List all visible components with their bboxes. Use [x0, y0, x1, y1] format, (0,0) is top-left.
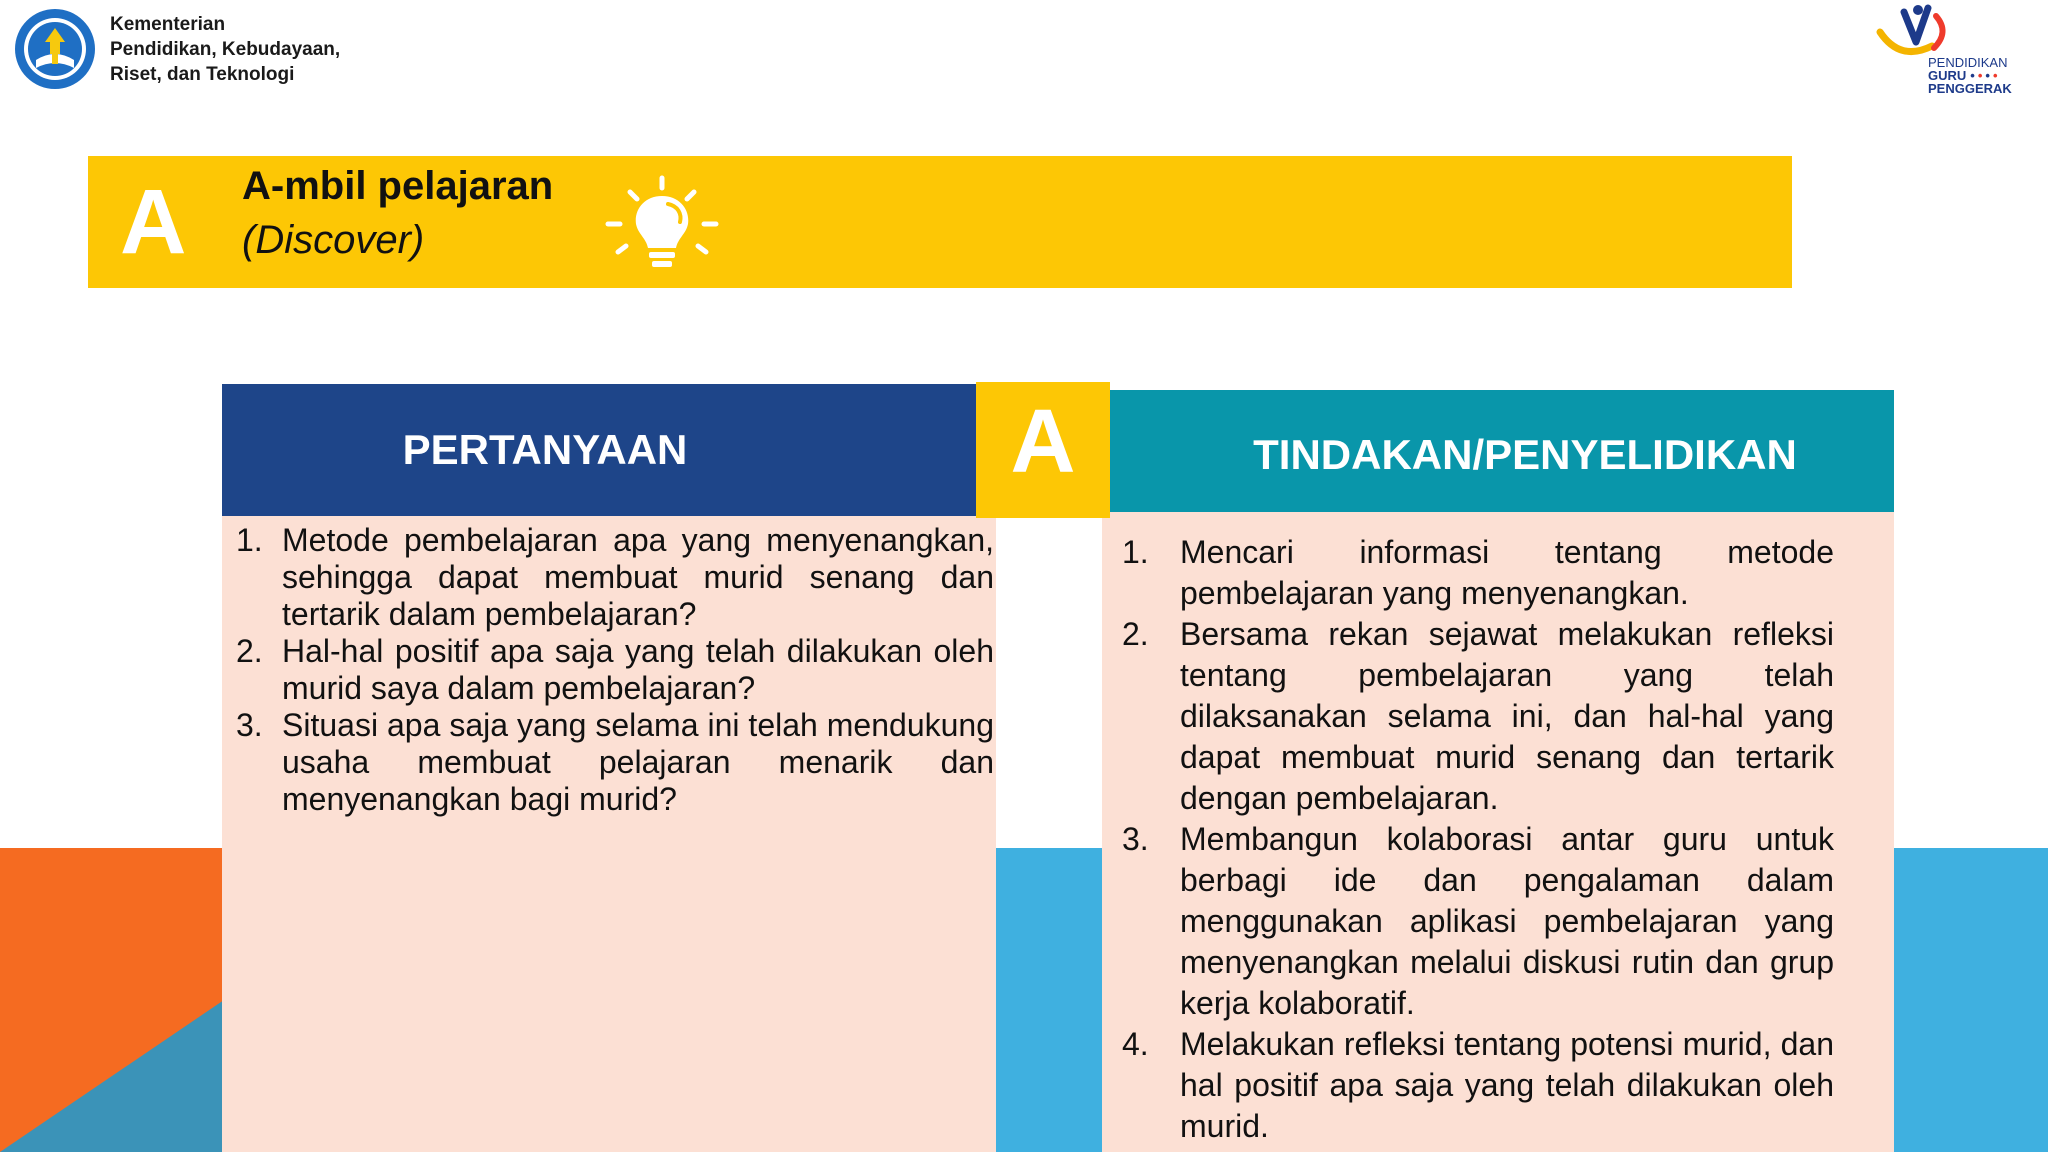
pgp-line-1: PENDIDIKAN	[1928, 55, 2008, 70]
list-item-number: 3.	[1122, 821, 1149, 857]
list-item	[1122, 614, 1834, 819]
list-item-text: Situasi apa saja yang selama ini telah mendukung usaha membuat pelajaran menarik dan menyenangkan bagi murid?	[282, 707, 994, 817]
list-item-text: Hal-hal positif apa saja yang telah dilakukan oleh murid saya dalam pembelajaran?	[282, 633, 994, 706]
list-item-number: 3.	[236, 707, 263, 743]
list-item	[1122, 1024, 1834, 1147]
list-item	[236, 522, 994, 633]
list-item-number: 4.	[1122, 1026, 1149, 1062]
actions-list	[1122, 532, 1834, 1147]
blue-decor-block-right	[1892, 848, 2048, 1152]
list-item-text: Melakukan refleksi tentang potensi murid, dan hal positif apa saja yang telah dilakukan oleh murid.	[1180, 1026, 1834, 1144]
list-item-text: Mencari informasi tentang metode pembelajaran yang menyenangkan.	[1180, 534, 1834, 611]
ministry-name-line-3: Riset, dan Teknologi	[110, 64, 295, 85]
list-item-text: Bersama rekan sejawat melakukan refleksi tentang pembelajaran yang telah dilaksanakan selama ini, dan hal-hal yang dapat membuat murid senang dan tertarik dengan pembelajaran.	[1180, 616, 1834, 816]
ministry-name-line-2: Pendidikan, Kebudayaan,	[110, 39, 341, 60]
ministry-logo	[14, 8, 96, 90]
banner-title: A-mbil pelajaran	[242, 164, 554, 208]
list-item-number: 2.	[236, 633, 263, 669]
questions-header-label: PERTANYAAN	[402, 426, 688, 473]
list-item-text: Membangun kolaborasi antar guru untuk berbagi ide dan pengalaman dalam menggunakan aplikasi pembelajaran yang menyenangkan melalui diskusi rutin dan grup kerja kolaboratif.	[1180, 821, 1834, 1021]
blue-decor-block-middle	[996, 848, 1106, 1152]
list-item	[1122, 819, 1834, 1024]
teal-decor-triangle	[0, 1000, 224, 1152]
list-item-number: 2.	[1122, 616, 1149, 652]
actions-header-label: TINDAKAN/PENYELIDIKAN	[1253, 431, 1797, 478]
ministry-name	[110, 12, 340, 87]
list-item-text: Metode pembelajaran apa yang menyenangkan, sehingga dapat membuat murid senang dan tertarik dalam pembelajaran?	[282, 522, 994, 632]
guru-penggerak-text	[1928, 56, 2012, 95]
banner-letter: A	[120, 171, 187, 273]
lightbulb-icon	[604, 174, 720, 274]
list-item-number: 1.	[1122, 534, 1149, 570]
list-item	[1122, 532, 1834, 614]
pgp-line-3: PENGGERAK	[1928, 81, 2012, 96]
pgp-line-2: GURU	[1928, 68, 1967, 83]
list-item	[236, 633, 994, 707]
ministry-name-line-1: Kementerian	[110, 14, 226, 35]
banner-subtitle: (Discover)	[242, 218, 425, 262]
list-item	[236, 707, 994, 818]
center-letter: A	[1010, 391, 1076, 492]
pgp-dots: ••••	[1970, 68, 2001, 83]
questions-list	[236, 522, 994, 818]
list-item-number: 1.	[236, 522, 263, 558]
